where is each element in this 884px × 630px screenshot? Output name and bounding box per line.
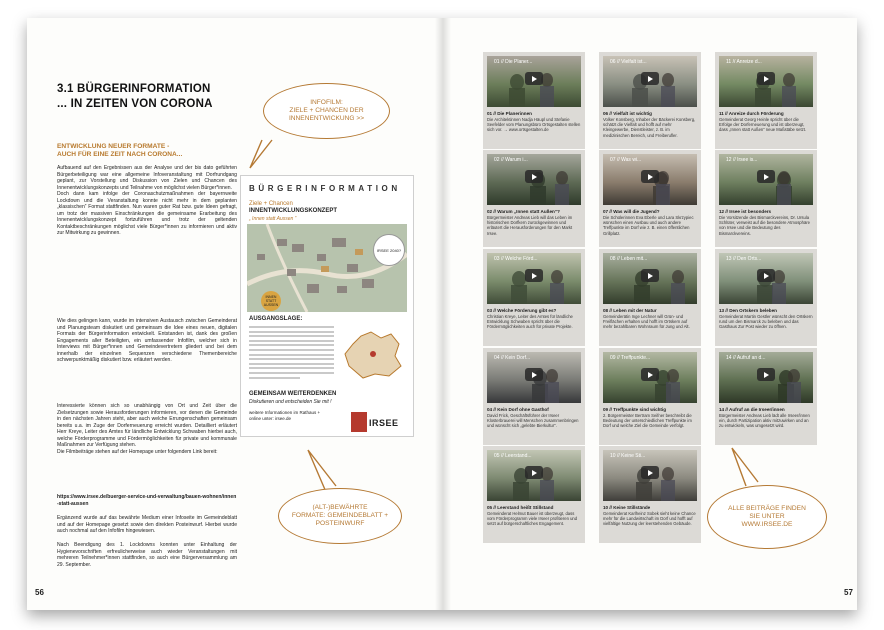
play-icon[interactable] [757,269,775,282]
video-description: David Frick, Geschäftsführer der Irseer Klosterbrauerei will Menschen zusammenbringen und wünscht sich „gelebte Bierkultur“. [487,413,579,429]
video-thumb-title: 10 // Keine Sti... [610,453,646,459]
title-line-1: 3.1 BÜRGERINFORMATION [57,83,211,95]
video-thumbnail[interactable] [487,352,581,403]
play-icon[interactable] [525,466,543,479]
video-card[interactable] [599,150,701,247]
subheading: ENTWICKLUNG NEUER FORMATE - AUCH FÜR EINE ZEIT NACH CORONA... [57,143,183,158]
video-title: 08 // Leben mit der Natur [603,308,657,313]
video-thumb-title: 14 // Aufruf an d... [726,355,766,361]
video-description: Bürgermeister Andreas Lieb lädt alle Irseer/innen ein, durch Partizipation aktiv mitzuwirken und an zu entwickeln, was umgesetzt wird. [719,413,810,429]
video-thumb-title: 03 // Welche Förd... [494,256,538,262]
play-icon[interactable] [641,72,659,85]
bubble-tail-bottom [302,446,342,494]
video-title: 09 // Treffpunkte sind wichtig [603,407,667,412]
video-thumbnail[interactable] [603,352,697,403]
video-title: 11 // Anreize durch Förderung [719,111,784,116]
left-page [27,18,442,610]
video-description: Christian Kreye, Leiter des Amtes für ländliche Entwicklung Schwaben spricht über die Fördermöglichkeiten auch für private Projekte. [487,314,573,330]
video-thumbnail[interactable] [487,450,581,501]
flyer-line-1: Ziele + Chancen [249,201,293,207]
video-thumbnail[interactable] [719,154,813,205]
flyer-text-block [249,326,334,386]
video-title: 02 // Warum „Innen statt Außen“? [487,209,560,214]
right-page [442,18,857,610]
homepage-link[interactable]: https://www.irsee.de/buerger-service-und-verwaltung/bauen-wohnen/innen-statt-aussen [57,494,237,507]
video-thumb-title: 06 // Vielfalt ist... [610,59,647,65]
video-thumbnail[interactable] [719,56,813,107]
video-thumb-title: 01 // Die Planer... [494,59,533,65]
video-description: Gemeinderat Karlheinz Sobek sieht keine Chance mehr für die Landwirtschaft im Dorf und hofft auf vielfältige Nutzung der leerstehenden Gebäude. [603,511,696,527]
video-description: Gemeinderat Martin Gestler wünscht den Ortskern rund um den Bismarck zu beleben und das Gasthaus Zur Post wieder zu öffnen. [719,314,813,330]
page-number-right: 57 [844,588,853,597]
infofilm-bubble: INFOFILM: ZIELE + CHANCEN DER INNENENTWICKUNG >> [263,83,390,139]
flyer-info-1: weitere Informationen im Rathaus + [249,410,321,415]
video-title: 05 // Leerstand heißt Stillstand [487,505,554,510]
video-thumb-title: 07 // Was wi... [610,157,642,163]
flyer-gemeinsam-2: Diskutieren und entscheiden Sie mit ! [249,399,332,405]
video-card[interactable] [715,249,817,346]
play-icon[interactable] [641,466,659,479]
video-thumbnail[interactable] [603,154,697,205]
video-title: 10 // Keine Stillstände [603,505,651,510]
flyer-gemeinsam: GEMEINSAM WEITERDENKEN [249,391,337,397]
paragraph-5: Nach Beendigung des 1. Lockdowns konnten unter Einhaltung der Hygienevorschriften erfreulicherweise auch wieder Veranstaltungen mit mehreren Teilnehmer*innen stattfinden, so auch eine Bürgerversammlung am 29. September. [57,542,237,568]
flyer-logo-text: IRSEE [369,418,399,428]
play-icon[interactable] [641,269,659,282]
video-card[interactable] [599,446,701,543]
video-thumb-title: 04 // Kein Dorf... [494,355,531,361]
paragraph-2: Wie dies gelingen kann, wurde im intensiven Austausch zwischen Gemeinderat und Planungsteam diskutiert und gemeinsam die Idee eines neuen, digitalen Formats der Bürgerinformation entwickelt. Entstanden ist, dank des großen Engagements aller Beteiligten, ein umfassender Infofilm, welcher sich in Interviews mit Bürger*innen und Gemeindevertretern gliedert und bei dem innerhalb der einzelnen Sequenzen verschiedene Themenbereiche schwerpunktmäßig diskutiert bzw. erläutert werden. [57,318,237,363]
video-title: 14 // Aufruf an die Irseer/innen [719,407,785,412]
magazine-spread [27,18,857,610]
video-title: 04 // Kein Dorf ohne Gasthof [487,407,549,412]
flyer-ausgangslage: AUSGANGSLAGE: [249,316,303,322]
video-card[interactable] [483,150,585,247]
video-title: 13 // Den Ortskern beleben [719,308,777,313]
title-line-2: ... IN ZEITEN VON CORONA [57,98,213,110]
play-icon[interactable] [757,368,775,381]
flyer-line-2: INNENTWICKLUNGSKONZEPT [249,208,337,214]
play-icon[interactable] [757,72,775,85]
video-card[interactable] [483,446,585,543]
paragraph-1: Aufbauend auf den Ergebnissen aus der Analyse und der bis dato geführten Bürgerbeteiligung war eine allgemeine Infoveranstaltung mit Dorfrundgang geplant, zur Vorstellung und Diskussion von Zielen und Chancen des Innenentwicklungskonzepts und Teilnahme von möglichst vielen Bürger*innen. Doch dann kam infolge der Coronaschutzmaßnahmen der bayernweite Lockdown und die Veranstaltung konnte nicht mehr in dem geplanten „klassischen“ Format stattfinden. Nun waren guter Rat bzw. gute Ideen gefragt, um trotz der massiven Einschränkungen die gemeinsame Erarbeitung des Innenentwicklungskonzept fortzuführen und trotz der geltenden Kontaktbeschränkungen möglichst viele Bürger*innen zu informieren und aktiv zur Mitwirkung zu gewinnen. [57,165,237,236]
video-thumbnail[interactable] [487,154,581,205]
video-thumbnail[interactable] [719,352,813,403]
video-description: Gemeinderat Helmut Bauer ist überzeugt, dass vom Förderprogramm viele Irseer profitieren und setzt auf bürgerschaftliches Engagement. [487,511,578,527]
video-thumbnail[interactable] [603,56,697,107]
video-thumb-title: 12 // Irsee is... [726,157,758,163]
paragraph-4: Ergänzend wurde auf das bewährte Medium einer Infoseite im Gemeindeblatt und auf der Homepage gesetzt sowie den direkten Posteinwurf. Hierbei wurde auch nochmal auf den Infofilm hingewiesen. [57,515,237,534]
video-description: 2. Bürgermeister Bertram Seifner beschreibt die Bedeutung der unterschiedlichen Treffpunkte im Dorf und welche Ziel die Gemeinde verfolgt. [603,413,692,429]
video-thumb-title: 13 // Den Orts... [726,256,762,262]
video-thumb-title: 08 // Leben mit... [610,256,648,262]
irsee-crest-icon [351,412,367,432]
bubble-tail-top [242,138,282,172]
video-card[interactable] [483,249,585,346]
video-description: Gemeinderat Georg Heinle spricht über die Erfolge der Dorferneuerung und ist überzeugt, dass „Innen statt Außen“ neue Maßstäbe setzt. [719,117,807,133]
video-description: Bürgermeister Andreas Lieb will das Leben im historischen Dorfkern zurückgewinnen und erläutert die Herausforderungen für den Markt Irsee. [487,215,573,236]
play-icon[interactable] [525,269,543,282]
flyer-badge-2: INNEN STATT AUSSEN [261,291,281,311]
video-card[interactable] [715,52,817,149]
flyer-line-3: „ Innen statt Aussen “ [249,216,297,222]
flyer-info-2: online unter: irsee.de [249,416,292,421]
formate-bubble: (ALT-)BEWÄHRTE FORMATE: GEMEINDEBLATT + POSTEINWURF [278,488,402,544]
video-title: 03 // Welche Förderung gibt es? [487,308,557,313]
flyer-badge: IRSEE 2040? [373,234,405,266]
video-card[interactable] [483,52,585,149]
video-thumbnail[interactable] [603,450,697,501]
video-title: 01 // Die Planerinnen [487,111,532,116]
video-card[interactable] [599,348,701,445]
play-icon[interactable] [525,72,543,85]
video-card[interactable] [715,348,817,445]
flyer-map-outline [339,326,405,382]
video-description: Die Vorsitzende des Bismarckvereins, Dr. Ursula Schlüter, verweist auf die besondere Atmosphäre von Irsee und die Bedeutung des Bismarckvereins. [719,215,811,236]
video-thumb-title: 05 // Leerstand... [494,453,532,459]
bubble-tail-right [724,444,764,488]
video-thumb-title: 02 // Warum i... [494,157,528,163]
video-description: Gemeinderätin Inge Lechner will Grün- und Freiflächen erhalten und hofft im Ortskern auf mehr bezahlbaren Wohnraum für Jung und Alt. [603,314,690,330]
video-thumbnail[interactable] [487,253,581,304]
video-card[interactable] [599,52,701,149]
spine-shadow [435,18,451,610]
paragraph-3: Interessierte können sich so unabhängig von Ort und Zeit über die Zielsetzungen sowie Herausforderungen informieren, vor denen die Gemeinde in den nächsten Jahren steht, aber auch welche Errungenschaften gemeinsam bereits u.a. im Zuge der Dorferneuerung erreicht wurden. Detailliert erläutert Herr Kreye, Leiter des Amtes für ländliche Entwicklung Schwaben hierbei auch, welche Förderprogramme und Fördermöglichkeiten für private und kommunale Maßnahmen zur Verfügung stehen. Die Filmbeiträge stehen auf der Homepage unter folgendem Link bereit: [57,403,237,455]
play-icon[interactable] [757,170,775,183]
play-icon[interactable] [525,368,543,381]
video-description: Die Architektinnen Nadja Häupl und Stefanie Seefelder vom Planungsbüro Ortsgestalten stellen sich vor. → www.ortsgestalten.de [487,117,581,133]
video-description: Die Schülerinnen Eva Eberle und Lara Skrzypiec wünschen einen Ausbau und auch andere Treffpunkte im Dorf wie z. B. einen öffentlichen Grillplatz. [603,215,694,236]
video-thumbnail[interactable] [603,253,697,304]
video-thumbnail[interactable] [487,56,581,107]
video-thumbnail[interactable] [719,253,813,304]
flyer-image [240,175,414,437]
video-thumb-title: 11 // Anreize d... [726,59,762,65]
page-title [57,82,213,112]
play-icon[interactable] [641,368,659,381]
play-icon[interactable] [641,170,659,183]
video-card[interactable] [599,249,701,346]
video-title: 12 // Irsee ist besonders [719,209,772,214]
video-card[interactable] [483,348,585,445]
video-card[interactable] [715,150,817,247]
flyer-heading: BÜRGERINFORMATION [249,184,401,193]
play-icon[interactable] [525,170,543,183]
all-videos-bubble: ALLE BEITRÄGE FINDEN SIE UNTER WWW.IRSEE.DE [707,485,827,549]
video-thumb-title: 09 // Treffpunkte... [610,355,651,361]
video-title: 06 // Vielfalt ist wichtig [603,111,652,116]
page-number-left: 56 [35,588,44,597]
video-description: Volker Konsberg, Inhaber der Bäckerei Konsberg, schätzt die Vielfalt und hofft auf mehr Kleingewerbe, Dienstleister, z. B. im medizinischen Bereich, und Freiberufler. [603,117,696,138]
video-title: 07 // Was will die Jugend? [603,209,660,214]
